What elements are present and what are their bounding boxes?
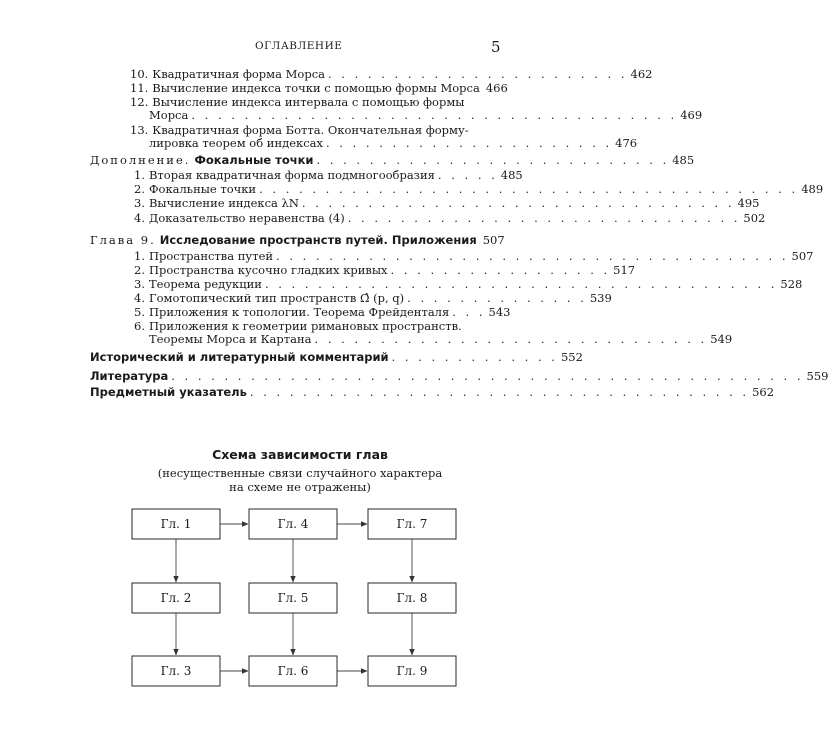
toc-entry-title-cont: Морса	[149, 108, 189, 122]
toc-entry-number: 10.	[130, 67, 149, 81]
toc-entry-page: 462	[630, 67, 653, 81]
leader-dots: . . . . . . . . . . . . . . . . . . . . . . . . . . . . . .	[347, 211, 741, 225]
toc-entry-title: Вычисление индекса λN	[148, 196, 299, 210]
running-header-title: ОГЛАВЛЕНИЕ	[255, 40, 343, 52]
toc-entry-page: 476	[615, 136, 638, 150]
leader-dots: . . . . . . . . . . . . . . . . . . . . . . .	[328, 67, 628, 81]
toc-entry-title-cont: лировка теорем об индексах	[149, 136, 323, 150]
leader-dots: . . . . . . . . . . . . . . . . . . . . . . . . . . . . . . . . . . . . . .	[249, 385, 750, 399]
toc-entry-title: Приложения к топологии. Теорема Фрейденталя	[148, 305, 450, 319]
chapter-box-label: Гл. 4	[277, 517, 309, 531]
appendix-label: Дополнение.	[90, 153, 191, 167]
toc-entry-page: 562	[752, 385, 775, 399]
leader-dots: . . . . . . . . . . . . . . . . . . . . . . . . . . . . . . . . . . . . . . . . .	[259, 182, 799, 196]
toc-entry-number: 3.	[134, 277, 145, 291]
leader-dots: . . . . . . . . . . . . . . . . .	[390, 263, 611, 277]
chapter-box-label: Гл. 2	[160, 591, 192, 605]
schema-note-line-1: (несущественные связи случайного характера	[157, 466, 443, 480]
leader-dots: . . .	[452, 305, 486, 319]
toc-entry-title: Гомотопический тип пространств Ω̂ (p, q)	[148, 291, 405, 305]
leader-dots: . . . . . . . . . . . . . . . . . . . . . . . . . . .	[316, 153, 670, 167]
toc-entry-number: 6.	[134, 319, 145, 333]
toc-entry-page: 489	[801, 182, 824, 196]
leader-dots: . . . . . . . . . . . . . . . . . . . . . .	[325, 136, 613, 150]
leader-dots: . . . . . . . . . . . . . .	[407, 291, 587, 305]
toc-entry-title-cont: Теоремы Морса и Картана	[149, 332, 312, 346]
toc-entry-title: Приложения к геометрии римановых пространств.	[148, 319, 462, 333]
toc-entry-title: Пространства кусочно гладких кривых	[148, 263, 388, 277]
toc-entry-page: 552	[560, 350, 583, 364]
toc-entry-page: 495	[737, 196, 760, 210]
leader-dots: . . . . . . . . . . . . . . . . . . . . . . . . . . . . . . . . .	[301, 196, 735, 210]
toc-entry-page: 502	[743, 211, 766, 225]
chapter-box-label: Гл. 3	[160, 664, 192, 678]
chapter-title: Исследование пространств путей. Приложения	[159, 233, 477, 247]
toc-entry-title: Вычисление индекса интервала с помощью формы	[152, 95, 465, 109]
toc-entry-title: Фокальные точки	[148, 182, 257, 196]
toc-entry-title: Квадратичная форма Ботта. Окончательная форму-	[152, 123, 469, 137]
chapter-box	[132, 509, 220, 539]
chapter-box	[368, 583, 456, 613]
toc-entry-title: Вычисление индекса точки с помощью формы Морса	[152, 81, 480, 95]
page-number: 5	[491, 38, 501, 56]
toc-entry-number: 13.	[130, 123, 149, 137]
toc-entry-page: 539	[589, 291, 612, 305]
leader-dots: . . . . . . . . . . . . . . . . . . . . . . . . . . . . . .	[314, 332, 708, 346]
schema-title: Схема зависимости глав	[212, 447, 388, 462]
chapter-box-label: Гл. 6	[277, 664, 309, 678]
toc-entry-title: Квадратичная форма Морса	[152, 67, 325, 81]
chapter-label: Глава 9.	[90, 233, 156, 247]
back-matter-title: Предметный указатель	[90, 385, 247, 399]
leader-dots: . . . . . . . . . . . . . . . . . . . . . . . . . . . . . . . . . . . . . . . . . . . . . . . .	[171, 369, 804, 383]
toc-entry-number: 1.	[134, 249, 145, 263]
toc-entry-title: Теорема редукции	[148, 277, 262, 291]
leader-dots: . . . . . . . . . . . . . . . . . . . . . . . . . . . . . . . . . . . . . . .	[276, 249, 789, 263]
leader-dots: . . . . . . . . . . . . .	[391, 350, 558, 364]
chapter-box-label: Гл. 5	[277, 591, 309, 605]
chapter-box-label: Гл. 8	[396, 591, 428, 605]
chapter-box-label: Гл. 1	[160, 517, 192, 531]
toc-entry-page: 528	[780, 277, 803, 291]
schema-note-line-2: на схеме не отражены)	[229, 480, 371, 494]
toc-entry-page: 485	[500, 168, 523, 182]
toc-entry-page: 517	[613, 263, 636, 277]
toc-entry-page: 466	[485, 81, 508, 95]
chapter-box-label: Гл. 9	[396, 664, 428, 678]
chapter-box-label: Гл. 7	[396, 517, 428, 531]
chapter-box	[249, 656, 337, 686]
toc-entry-page: 507	[791, 249, 814, 263]
toc-entry-page: 543	[488, 305, 511, 319]
toc-entry-page: 549	[710, 332, 733, 346]
toc-entry-number: 2.	[134, 182, 145, 196]
chapter-box	[132, 583, 220, 613]
back-matter-title: Исторический и литературный комментарий	[90, 350, 389, 364]
toc-entry-number: 4.	[134, 211, 145, 225]
leader-dots: . . . . . . . . . . . . . . . . . . . . . . . . . . . . . . . . . . . . .	[191, 108, 678, 122]
toc-entry-number: 3.	[134, 196, 145, 210]
toc-entry-title: Доказательство неравенства (4)	[148, 211, 345, 225]
toc-entry-number: 5.	[134, 305, 145, 319]
appendix-title: Фокальные точки	[194, 153, 314, 167]
leader-dots: . . . . . . . . . . . . . . . . . . . . . . . . . . . . . . . . . . . . . . .	[264, 277, 778, 291]
chapter-box	[249, 583, 337, 613]
toc-entry-number: 4.	[134, 291, 145, 305]
toc-entry-page: 559	[806, 369, 828, 383]
toc-entry-title: Вторая квадратичная форма подмногообразия	[148, 168, 435, 182]
toc-entry-page: 507	[482, 233, 505, 247]
toc-entry-page: 485	[672, 153, 695, 167]
toc-entry-number: 12.	[130, 95, 149, 109]
toc-entry-number: 2.	[134, 263, 145, 277]
toc-entry-title: Пространства путей	[148, 249, 274, 263]
chapter-box	[132, 656, 220, 686]
chapter-box	[368, 509, 456, 539]
chapter-box	[368, 656, 456, 686]
back-matter-title: Литература	[90, 369, 169, 383]
leader-dots: . . . . .	[437, 168, 498, 182]
toc-entry-number: 1.	[134, 168, 145, 182]
toc-entry-page: 469	[680, 108, 703, 122]
chapter-box	[249, 509, 337, 539]
toc-entry-number: 11.	[130, 81, 149, 95]
